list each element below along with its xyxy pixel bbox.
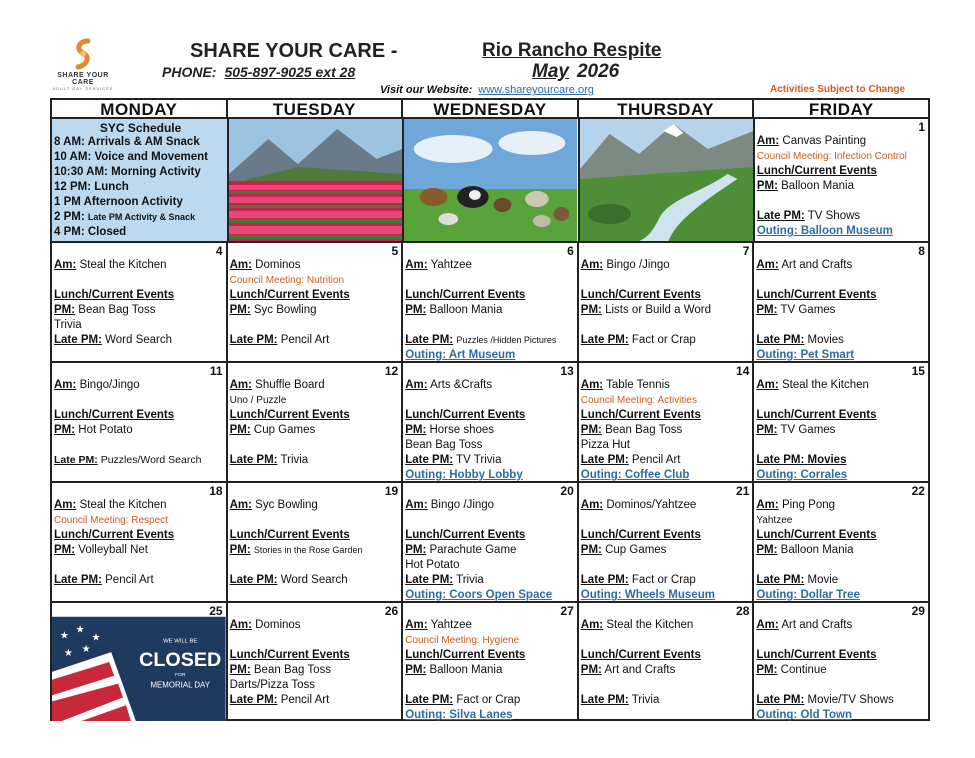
pm-activity: PM: Parachute Game: [405, 544, 517, 556]
am-activity: Am: Art and Crafts: [756, 259, 853, 271]
late-pm-activity: Late PM: Movies: [756, 334, 844, 346]
phone-number[interactable]: 505-897-9025 ext 28: [224, 64, 356, 80]
daily-schedule: [52, 119, 227, 241]
day-cell: [52, 243, 226, 361]
date-number: 13: [560, 364, 574, 378]
outing: Outing: Art Museum: [405, 349, 516, 361]
am-activity: Am: Dominos/Yahtzee: [580, 499, 697, 511]
pm-activity: PM: Horse shoes: [405, 424, 495, 436]
date-number: 19: [384, 484, 399, 498]
late-pm-activity: Late PM: Fact or Crap: [580, 574, 696, 586]
date-number: 7: [742, 244, 750, 258]
day-header: FRIDAY: [752, 100, 928, 117]
schedule-item: 2 PM: Late PM Activity & Snack: [54, 211, 196, 223]
date-number: 28: [736, 604, 750, 618]
am-activity: Am: Steal the Kitchen: [54, 499, 167, 511]
council-meeting: Council Meeting: Nutrition: [229, 275, 345, 286]
am-activity: Am: Bingo /Jingo: [405, 499, 495, 511]
late-pm-activity: Late PM: Word Search: [229, 574, 348, 586]
pm-activity-extra: Darts/Pizza Toss: [229, 679, 316, 691]
logo-name: SHARE YOUR CARE: [57, 72, 109, 86]
outing: Outing: Coffee Club: [580, 469, 690, 481]
pm-activity-extra: Trivia: [54, 319, 82, 331]
lunch-events: Lunch/Current Events: [580, 289, 701, 301]
pm-activity: PM: Balloon Mania: [756, 180, 854, 192]
lunch-events: Lunch/Current Events: [756, 649, 877, 661]
svg-text:★: ★: [75, 624, 85, 636]
lunch-events: Lunch/Current Events: [580, 649, 701, 661]
lunch-events: Lunch/Current Events: [405, 649, 526, 661]
week-row: [52, 241, 928, 361]
svg-text:★: ★: [91, 632, 101, 644]
day-cell: [577, 243, 753, 361]
council-meeting: Council Meeting: Hygiene: [405, 635, 520, 646]
date-number: 20: [560, 484, 574, 498]
am-activity-extra: Uno / Puzzle: [229, 395, 287, 406]
website-label: Visit our Website:: [380, 84, 473, 96]
day-cell: [226, 243, 402, 361]
am-activity: Am: Steal the Kitchen: [54, 259, 167, 271]
schedule-item: 10 AM: Voice and Movement: [54, 151, 209, 163]
pm-activity-extra: Bean Bag Toss: [405, 439, 483, 451]
week-row: [52, 361, 928, 481]
pm-activity: PM: Balloon Mania: [405, 664, 503, 676]
svg-text:★: ★: [81, 644, 91, 656]
outing: Outing: Dollar Tree: [756, 589, 860, 601]
pm-activity-extra: Hot Potato: [405, 559, 460, 571]
am-activity: Am: Shuffle Board: [229, 379, 325, 391]
am-activity: Am: Dominos: [229, 259, 301, 271]
date-number: 1: [918, 120, 926, 134]
logo: [48, 38, 118, 96]
pm-activity: PM: Balloon Mania: [405, 304, 503, 316]
pm-activity-extra: Pizza Hut: [580, 439, 630, 451]
am-activity: Am: Steal the Kitchen: [756, 379, 869, 391]
pm-activity: PM: Art and Crafts: [580, 664, 676, 676]
logo-mark-icon: [70, 38, 96, 70]
late-pm-activity: Late PM: Movie: [756, 574, 839, 586]
day-cell: [577, 363, 753, 481]
day-cell: [52, 483, 226, 601]
change-notice: Activities Subject to Change: [770, 84, 906, 95]
logo-tagline: ADULT DAY SERVICES: [52, 86, 114, 91]
late-pm-activity: Late PM: Puzzles /Hidden Pictures: [405, 334, 557, 346]
week-row: [52, 119, 928, 241]
schedule-item: 8 AM: Arrivals & AM Snack: [54, 136, 200, 148]
am-activity: Am: Yahtzee: [405, 259, 472, 271]
banner-line-3: FOR: [175, 672, 186, 678]
day-cell: [577, 603, 753, 721]
lunch-events: Lunch/Current Events: [229, 649, 350, 661]
day-header: THURSDAY: [577, 100, 753, 117]
date-number: 18: [209, 484, 223, 498]
schedule-item: 10:30 AM: Morning Activity: [54, 166, 201, 178]
date-number: 14: [736, 364, 750, 378]
day-cell: [401, 243, 577, 361]
outing: Outing: Coors Open Space: [405, 589, 553, 601]
late-pm-activity: Late PM: Puzzles/Word Search: [54, 454, 202, 466]
date-number: 29: [911, 604, 925, 618]
day-cell: [401, 603, 577, 721]
am-activity: Am: Canvas Painting: [756, 135, 867, 147]
outing: Outing: Silva Lanes: [405, 709, 513, 721]
late-pm-activity: Late PM: Pencil Art: [54, 574, 154, 586]
day-cell: [401, 483, 577, 601]
lunch-events: Lunch/Current Events: [405, 529, 526, 541]
pm-activity: PM: Bean Bag Toss: [54, 304, 156, 316]
am-activity: Am: Dominos: [229, 619, 301, 631]
lunch-events: Lunch/Current Events: [54, 289, 175, 301]
pm-activity: PM: Balloon Mania: [756, 544, 854, 556]
schedule-item: 12 PM: Lunch: [54, 181, 129, 193]
late-pm-activity: Late PM: Trivia: [405, 574, 484, 586]
day-cell: [752, 483, 928, 601]
date-number: 21: [736, 484, 750, 498]
am-activity-extra: Yahtzee: [756, 515, 793, 526]
am-activity: Am: Ping Pong: [756, 499, 836, 511]
am-activity: Am: Bingo/Jingo: [54, 379, 140, 391]
lunch-events: Lunch/Current Events: [756, 289, 877, 301]
memorial-day-closed: [52, 603, 226, 721]
outing: Outing: Corrales: [756, 469, 848, 481]
phone: [162, 64, 355, 80]
day-header: MONDAY: [100, 100, 178, 119]
am-activity: Am: Syc Bowling: [229, 499, 318, 511]
lunch-events: Lunch/Current Events: [405, 409, 526, 421]
date-number: 15: [911, 364, 925, 378]
am-activity: Am: Table Tennis: [580, 379, 670, 391]
late-pm-activity: Late PM: Trivia: [580, 694, 660, 706]
pm-activity: PM: Continue: [756, 664, 827, 676]
day-cell: [752, 363, 928, 481]
schedule-item: 4 PM: Closed: [54, 226, 127, 238]
day-cell: [752, 603, 928, 721]
late-pm-activity: Late PM: Movies: [756, 454, 847, 466]
lunch-events: Lunch/Current Events: [756, 529, 877, 541]
outing: Outing: Hobby Lobby: [405, 469, 523, 481]
weekday-header: [52, 100, 928, 119]
pm-activity: PM: Cup Games: [580, 544, 667, 556]
lunch-events: Lunch/Current Events: [229, 529, 350, 541]
outing: Outing: Pet Smart: [756, 349, 855, 361]
council-meeting: Council Meeting: Activities: [580, 395, 697, 406]
day-cell: [401, 363, 577, 481]
location-title: Rio Rancho Respite: [482, 40, 662, 61]
year: 2026: [576, 61, 620, 82]
date-number: 11: [209, 364, 223, 378]
svg-text:★: ★: [59, 630, 69, 642]
date-number: 12: [384, 364, 399, 378]
pm-activity: PM: TV Games: [756, 304, 836, 316]
banner-line-2: CLOSED: [139, 648, 222, 671]
schedule-title: SYC Schedule: [99, 121, 182, 135]
pm-activity: PM: TV Games: [756, 424, 836, 436]
date-number: 8: [918, 244, 925, 258]
pm-activity: PM: Hot Potato: [54, 424, 133, 436]
lunch-events: Lunch/Current Events: [580, 409, 701, 421]
day-cell: [226, 603, 402, 721]
day-cell: [52, 363, 226, 481]
pm-activity: PM: Bean Bag Toss: [229, 664, 332, 676]
phone-label: PHONE:: [162, 64, 217, 80]
day-cell: [577, 483, 753, 601]
month-year: [532, 61, 619, 83]
late-pm-activity: Late PM: Fact or Crap: [580, 334, 696, 346]
date-number: 4: [215, 244, 223, 258]
am-activity: Am: Art and Crafts: [756, 619, 853, 631]
lunch-events: Lunch/Current Events: [756, 409, 877, 421]
website-link[interactable]: www.shareyourcare.org: [478, 84, 594, 96]
week-row: [52, 601, 928, 721]
lunch-events: Lunch/Current Events: [580, 529, 701, 541]
late-pm-activity: Late PM: TV Trivia: [405, 454, 502, 466]
day-cell: [226, 363, 402, 481]
date-number: 22: [911, 484, 925, 498]
lunch-events: Lunch/Current Events: [54, 529, 175, 541]
late-pm-activity: Late PM: TV Shows: [756, 210, 861, 222]
memorial-day-banner: [52, 603, 226, 721]
day-cell: [226, 483, 402, 601]
late-pm-activity: Late PM: Word Search: [54, 334, 173, 346]
schedule-item: 1 PM Afternoon Activity: [54, 196, 183, 208]
date-number: 5: [391, 244, 399, 258]
council-meeting: Council Meeting: Respect: [54, 515, 168, 526]
outing: Outing: Balloon Museum: [756, 225, 893, 237]
late-pm-activity: Late PM: Fact or Crap: [405, 694, 521, 706]
date-number: 6: [567, 244, 574, 258]
am-activity: Am: Arts &Crafts: [405, 379, 493, 391]
late-pm-activity: Late PM: Pencil Art: [229, 694, 330, 706]
banner-line-1: WE WILL BE: [163, 638, 198, 645]
month-name: May: [532, 61, 569, 82]
banner-line-4: MEMORIAL DAY: [150, 680, 210, 690]
day-cell: [752, 243, 928, 361]
am-activity: Am: Yahtzee: [405, 619, 472, 631]
day-header: WEDNESDAY: [401, 100, 577, 117]
week-row: [52, 481, 928, 601]
late-pm-activity: Late PM: Pencil Art: [580, 454, 681, 466]
mountain-stream-image: [578, 119, 753, 241]
pm-activity: PM: Stories in the Rose Garden: [229, 544, 363, 556]
council-meeting: Council Meeting: Infection Control: [756, 151, 907, 162]
pm-activity: PM: Cup Games: [229, 424, 316, 436]
pm-activity: PM: Volleyball Net: [54, 544, 148, 556]
date-number: 26: [384, 604, 399, 618]
pm-activity: PM: Lists or Build a Word: [580, 304, 711, 316]
outing: Outing: Old Town: [756, 709, 852, 721]
website: [380, 84, 594, 96]
am-activity: Am: Steal the Kitchen: [580, 619, 694, 631]
late-pm-activity: Late PM: Movie/TV Shows: [756, 694, 894, 706]
pm-activity: PM: Bean Bag Toss: [580, 424, 683, 436]
lunch-events: Lunch/Current Events: [756, 165, 877, 177]
date-number: 27: [560, 604, 574, 618]
calendar: [50, 98, 930, 721]
date-number: 25: [209, 604, 223, 618]
lunch-events: Lunch/Current Events: [229, 289, 350, 301]
day-header: TUESDAY: [226, 100, 402, 117]
lunch-events: Lunch/Current Events: [54, 409, 175, 421]
tulip-field-image: [227, 119, 402, 241]
late-pm-activity: Late PM: Trivia: [229, 454, 309, 466]
outing: Outing: Wheels Museum: [580, 589, 715, 601]
svg-text:★: ★: [63, 648, 73, 660]
farm-animals-image: [402, 119, 577, 241]
day-cell: [753, 119, 928, 241]
pm-activity: PM: Syc Bowling: [229, 304, 317, 316]
late-pm-activity: Late PM: Pencil Art: [229, 334, 330, 346]
org-name: SHARE YOUR CARE -: [190, 40, 398, 62]
lunch-events: Lunch/Current Events: [405, 289, 526, 301]
lunch-events: Lunch/Current Events: [229, 409, 350, 421]
am-activity: Am: Bingo /Jingo: [580, 259, 670, 271]
